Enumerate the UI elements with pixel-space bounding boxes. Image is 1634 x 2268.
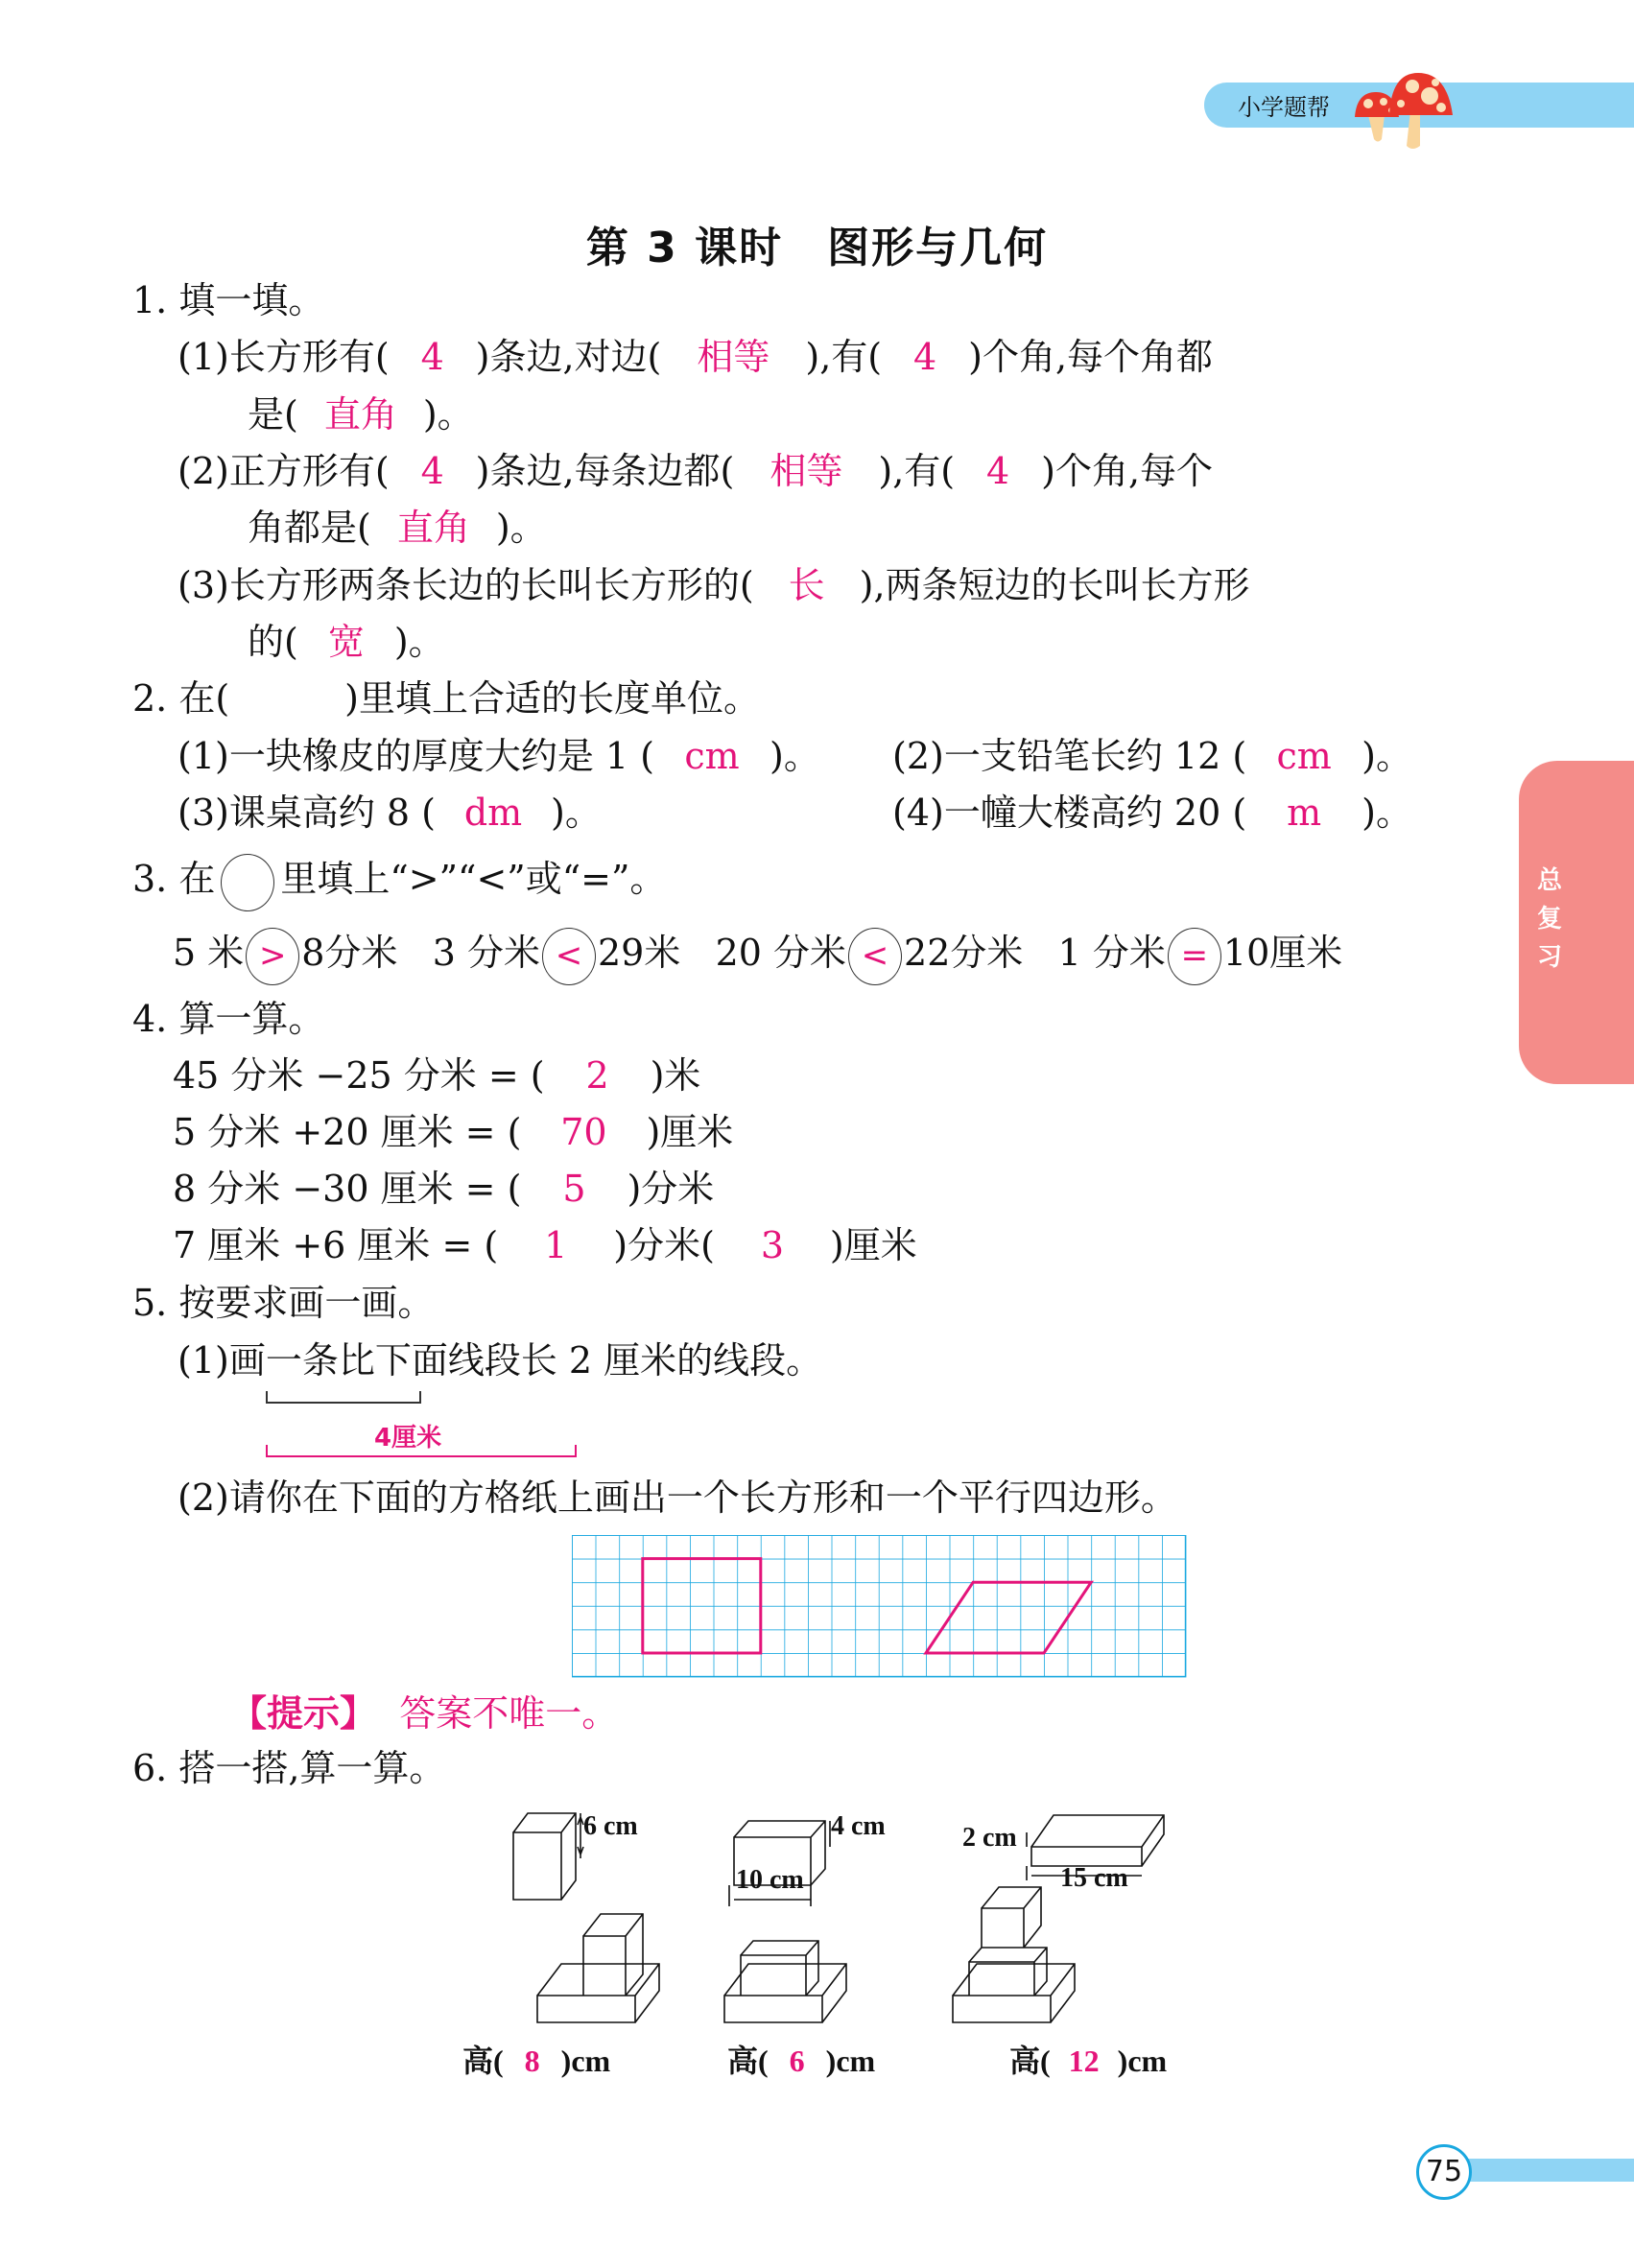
q5-p1: (1)画一条比下面线段长 2 厘米的线段。 bbox=[178, 1339, 823, 1382]
answer: 相等 bbox=[770, 450, 843, 492]
compare-circle: < bbox=[542, 928, 596, 985]
q2-item-4: (4)一幢大楼高约 20 ( m )。 bbox=[892, 791, 1412, 834]
answer: 70 bbox=[560, 1111, 607, 1153]
q2-heading: 2. 在( )里填上合适的长度单位。 bbox=[132, 677, 760, 720]
q5-p2: (2)请你在下面的方格纸上画出一个长方形和一个平行四边形。 bbox=[178, 1477, 1177, 1519]
block-3-height-label: 2 cm bbox=[962, 1823, 1017, 1853]
answer: 1 bbox=[544, 1224, 568, 1266]
q4-item-2: 5 分米 +20 厘米 = ( 70 )厘米 bbox=[173, 1111, 734, 1153]
q6-heading: 6. 搭一搭,算一算。 bbox=[132, 1747, 446, 1789]
page-title: 第 3 课时 图形与几何 bbox=[585, 224, 1049, 272]
q2-item-2: (2)一支铅笔长约 12 ( cm )。 bbox=[892, 735, 1412, 777]
side-tab-label: 总 复 习 bbox=[1536, 866, 1562, 972]
q4-heading: 4. 算一算。 bbox=[132, 998, 325, 1040]
answer: 5 bbox=[562, 1168, 586, 1210]
q3-heading: 3. 在 里填上“>”“<”或“=”。 bbox=[132, 849, 666, 909]
q4-item-1: 45 分米 −25 分米 = ( 2 )米 bbox=[173, 1054, 701, 1097]
answer: 4 bbox=[913, 336, 937, 378]
q1-heading: 1. 填一填。 bbox=[132, 279, 325, 321]
answer: 4 bbox=[986, 450, 1010, 492]
mushroom-icon bbox=[1353, 58, 1468, 149]
q1-p1-line1: (1)长方形有( 4 )条边,对边( 相等 ),有( 4 )个角,每个角都 bbox=[178, 336, 1214, 378]
brand-label: 小学题帮 bbox=[1238, 94, 1330, 121]
answer: 4 bbox=[420, 336, 444, 378]
q1-p2-line2: 角都是( 直角 )。 bbox=[248, 507, 547, 549]
q1-p3-line2: 的( 宽 )。 bbox=[248, 621, 445, 663]
q3-items: 5 米 > 8分米 3 分米 < 29米 20 分米 < 22分米 1 分米 = 10厘米 bbox=[173, 923, 1342, 982]
compare-circle: > bbox=[246, 928, 299, 985]
answer: 3 bbox=[760, 1224, 785, 1266]
answer: 相等 bbox=[697, 336, 770, 378]
q6-answer-1: 高( 8 )cm bbox=[462, 2044, 611, 2078]
q4-item-4: 7 厘米 +6 厘米 = ( 1 )分米( 3 )厘米 bbox=[173, 1224, 917, 1266]
q1-p1-line2: 是( 直角 )。 bbox=[248, 393, 474, 436]
compare-circle: = bbox=[1168, 928, 1221, 985]
hint: 【提示】 答案不唯一。 bbox=[230, 1692, 619, 1735]
q2-item-3: (3)课桌高约 8 ( dm )。 bbox=[178, 791, 602, 834]
answer: cm bbox=[684, 735, 740, 777]
block-2-height-label: 4 cm bbox=[831, 1811, 886, 1841]
answer: 直角 bbox=[323, 393, 397, 436]
q1-p2-line1: (2)正方形有( 4 )条边,每条边都( 相等 ),有( 4 )个角,每个 bbox=[178, 450, 1214, 492]
answer: 长 bbox=[788, 564, 825, 606]
grid-paper bbox=[572, 1535, 1190, 1681]
answer: m bbox=[1287, 791, 1322, 834]
q2-item-1: (1)一块橡皮的厚度大约是 1 ( cm )。 bbox=[178, 735, 820, 777]
blank-circle bbox=[221, 854, 274, 911]
block-1-height-label: 6 cm bbox=[583, 1811, 638, 1841]
answer: cm bbox=[1276, 735, 1332, 777]
compare-circle: < bbox=[848, 928, 902, 985]
answer: 宽 bbox=[327, 621, 365, 663]
block-3-width-label: 15 cm bbox=[1060, 1863, 1128, 1893]
answer: 4 bbox=[420, 450, 444, 492]
footer-bar bbox=[1458, 2159, 1634, 2182]
answer: 直角 bbox=[396, 507, 470, 549]
q4-item-3: 8 分米 −30 厘米 = ( 5 )分米 bbox=[173, 1168, 715, 1210]
page-number: 75 bbox=[1416, 2144, 1472, 2200]
q1-p3-line1: (3)长方形两条长边的长叫长方形的( 长 ),两条短边的长叫长方形 bbox=[178, 564, 1250, 606]
answer: dm bbox=[463, 791, 523, 834]
answer-segment-label: 4厘米 bbox=[374, 1424, 442, 1453]
q6-answer-3: 高( 12 )cm bbox=[1009, 2044, 1168, 2078]
block-2-width-label: 10 cm bbox=[736, 1865, 804, 1895]
q5-heading: 5. 按要求画一画。 bbox=[132, 1282, 435, 1324]
answer: 2 bbox=[585, 1054, 609, 1097]
q6-answer-2: 高( 6 )cm bbox=[727, 2044, 876, 2078]
